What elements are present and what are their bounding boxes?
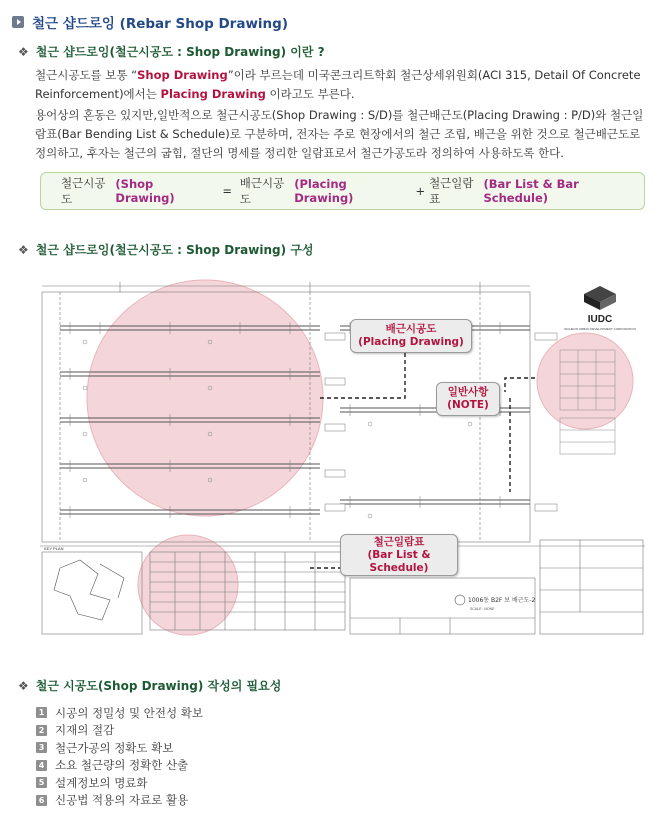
section-heading-text: 철근 시공도(Shop Drawing) 작성의 필요성 (35, 679, 282, 693)
note-callout-en: (NOTE) (447, 399, 489, 411)
shop-drawing-term: Shop Drawing (137, 68, 228, 82)
logo-subtext: INCHEON URBAN DEVELOPMENT CORPORATION (564, 327, 636, 331)
diamond-bullet-icon: ❖ (18, 44, 29, 59)
number-badge-icon: 1 (36, 707, 47, 718)
section-heading-composition (18, 241, 313, 258)
list-item-text: 설계정보의 명료화 (55, 775, 148, 790)
list-item (36, 757, 203, 775)
list-item (36, 792, 203, 810)
formula-box (40, 172, 645, 210)
placing-drawing-callout (350, 319, 472, 353)
formula-equals: = (222, 184, 232, 198)
formula-barlist-en: (Bar List & Bar Schedule) (483, 177, 579, 205)
definition-paragraph-2: 용어상의 혼동은 있지만,일반적으로 철근시공도(Shop Drawing : S/D)를 철근배근도(Placing Drawing : P/D)와 철근일람표(Bar Bending List & Schedule)로 구분하며, 전자는 주로 현장에서의 철근 조립, 배근을 위한 것으로 철근배근도로 정의하고, 후자는 철근의 굽힘, 절단의 명세를 정리한 일람표로서 철근가공도라 정의하여 사용하도록 한다. (35, 108, 644, 160)
sheet-title: 1006동 B2F 보 배근도-2 (468, 597, 536, 604)
list-item-text: 지재의 절감 (55, 723, 115, 738)
number-badge-icon: 5 (36, 777, 47, 788)
note-callout-ko: 일반사항 (447, 386, 489, 398)
formula-barlist-ko: 철근일람표 (429, 176, 474, 206)
formula-plus: + (415, 184, 426, 198)
logo-text: IUDC (587, 314, 613, 325)
section-heading-necessity (18, 677, 281, 694)
diamond-bullet-icon: ❖ (18, 678, 29, 693)
list-item (36, 722, 203, 740)
barlist-callout (340, 534, 458, 576)
formula-placing-ko: 배근시공도 (239, 176, 285, 206)
note-highlight-circle (537, 333, 633, 429)
formula-shop-ko: 철근시공도 (61, 176, 106, 206)
barlist-callout-ko: 철근일람표 (373, 535, 425, 548)
page-title-row (12, 12, 288, 32)
number-badge-icon: 3 (36, 742, 47, 753)
section-heading-text: 철근 샵드로잉(철근시공도 : Shop Drawing) 이란 ? (35, 45, 325, 59)
definition-paragraph-1 (35, 66, 650, 104)
list-item-text: 소요 철근량의 정확한 산출 (55, 758, 189, 773)
p1-mid: ”이라 부르는데 미국콘크리트학회 철근상세위원회(ACI 315, Detail Of Concrete Reinforcement)에서는 (35, 68, 641, 101)
formula-placing-en: (Placing Drawing) (294, 177, 354, 205)
number-badge-icon: 6 (36, 795, 47, 806)
play-bullet-icon (12, 16, 24, 28)
list-item-text: 철근가공의 정확도 확보 (55, 740, 174, 755)
barlist-callout-en: (Bar List & Schedule) (367, 548, 431, 574)
page-title: 철근 샵드로잉 (Rebar Shop Drawing) (32, 16, 288, 32)
placing-highlight-circle (87, 280, 323, 516)
placing-drawing-term: Placing Drawing (160, 87, 266, 101)
list-item (36, 704, 203, 722)
list-item (36, 739, 203, 757)
note-callout (436, 382, 500, 416)
number-badge-icon: 2 (36, 725, 47, 736)
diamond-bullet-icon: ❖ (18, 242, 29, 257)
list-item-text: 신공법 적용의 자료로 활용 (55, 793, 189, 808)
formula-shop-en: (Shop Drawing) (115, 177, 175, 205)
p1-pre: 철근시공도를 보통 “ (35, 68, 138, 82)
shop-drawing-image (40, 278, 645, 638)
section-heading-text: 철근 샵드로잉(철근시공도 : Shop Drawing) 구성 (35, 243, 314, 257)
section-heading-definition (18, 43, 325, 60)
shop-drawing-svg (40, 278, 645, 638)
placing-callout-en: (Placing Drawing) (358, 336, 464, 348)
number-badge-icon: 4 (36, 760, 47, 771)
key-plan-label: KEY PLAN (44, 546, 64, 551)
barlist-highlight-circle (138, 535, 238, 635)
p1-post: 이라고도 부른다. (265, 87, 355, 101)
necessity-list (36, 704, 203, 809)
placing-callout-ko: 배근시공도 (385, 323, 437, 335)
list-item-text: 시공의 정밀성 및 안전성 확보 (55, 705, 203, 720)
scale-label: SCALE : NONE (470, 607, 495, 611)
list-item (36, 774, 203, 792)
